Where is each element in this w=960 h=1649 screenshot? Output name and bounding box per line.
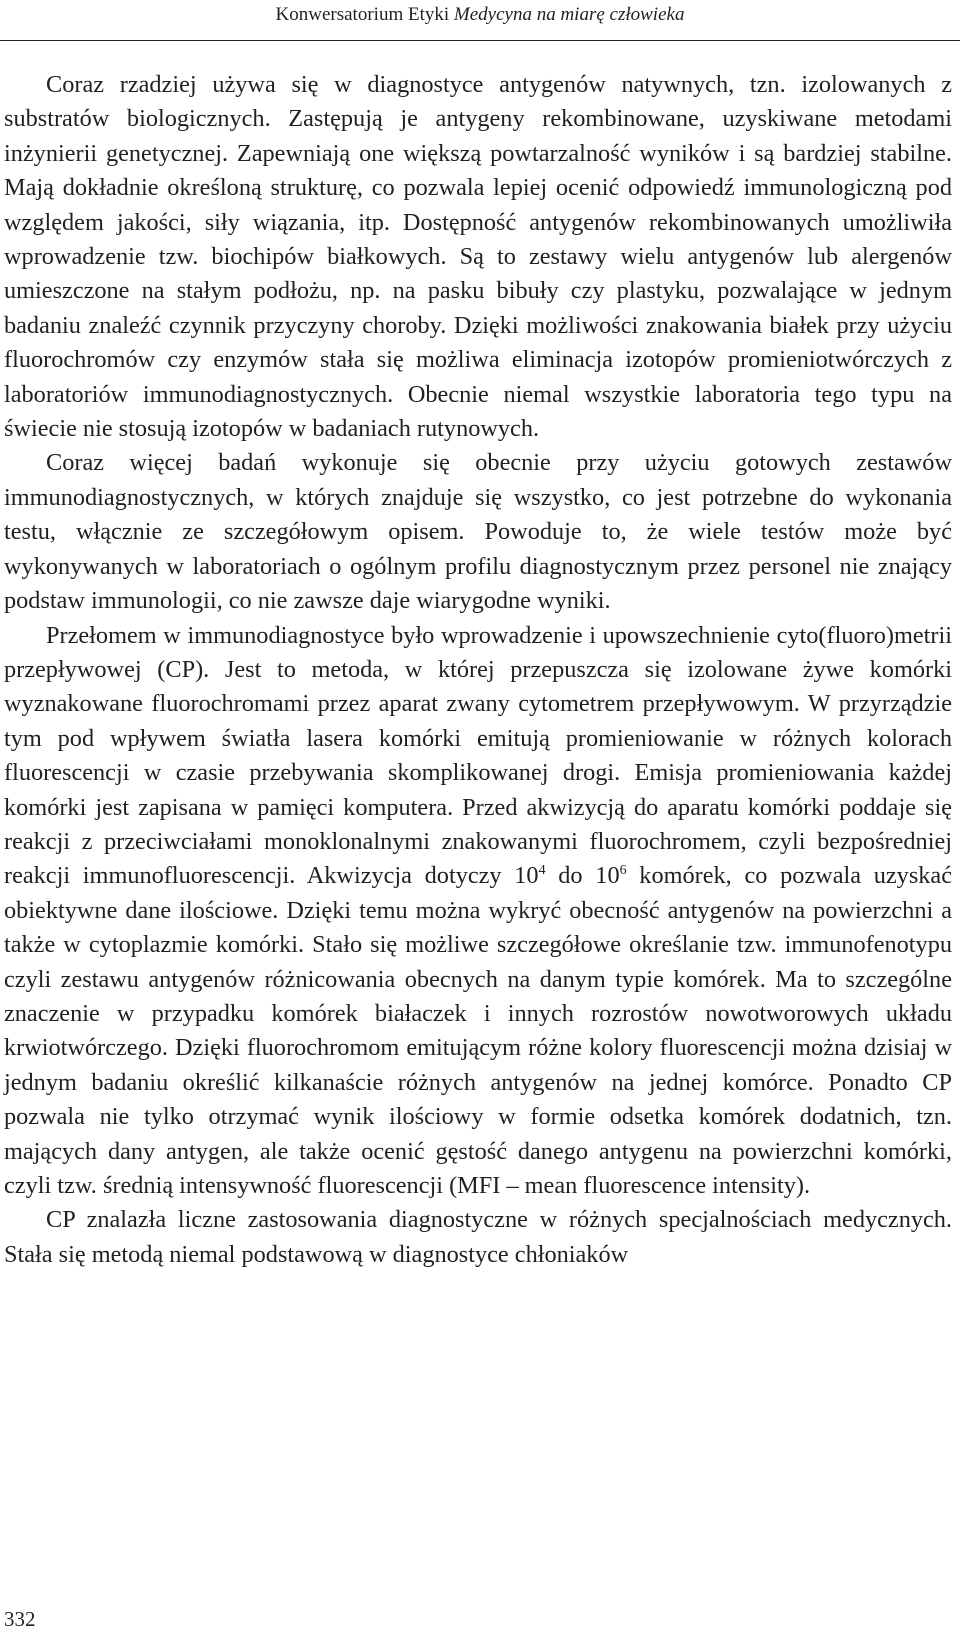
paragraph-flow-cytometry-part-c: komórek, co pozwala uzyskać obiektywne dane ilościowe. Dzięki temu można wykryć obecność antygenów na powierzchni a także w cytoplazmie komórki. Stało się możliwe szczegółowe określanie tzw. immunofenotypu czyli zestawu antygenów różnicowania obecnych na danym typie komórek. Ma to szczególne znaczenie w przypadku komórek białaczek i innych rozrostów nowotworowych układu krwiotwórczego. Dzięki fluorochromom emitującym różne kolory fluorescencji można dzisiaj w jednym badaniu określić kilkanaście różnych antygenów na jednej komórce. Ponadto CP pozwala nie tylko otrzymać wynik ilościowy w formie odsetka komórek dodatnich, tzn. mających dany antygen, ale także ocenić gęstość danego antygenu na powierzchni komórki, czyli tzw. średnią intensywność fluorescencji (MFI – mean fluorescence intensity). <box>4 862 952 1199</box>
header-rule <box>0 40 960 41</box>
paragraph-kits: Coraz więcej badań wykonuje się obecnie przy użyciu gotowych zestawów immunodiagnostycznych, w których znajduje się wszystko, co jest potrzebne do wykonania testu, włącznie ze szczegółowym opisem. Powoduje to, że wiele testów może być wykonywanych w laboratoriach o ogólnym profilu diagnostycznym przez personel nie znający podstaw immunologii, co nie zawsze daje wiarygodne wyniki. <box>4 449 952 615</box>
superscript-exponent: 4 <box>538 863 546 879</box>
paragraph-flow-cytometry-part-b: do 10 <box>545 862 620 890</box>
paragraph-applications: CP znalazła liczne zastosowania diagnostyczne w różnych specjalnościach medycznych. Stała się metodą niemal podstawową w diagnostyce chłoniaków <box>4 1206 952 1268</box>
page-number: 332 <box>4 1607 36 1631</box>
body-text <box>4 68 952 1272</box>
superscript-exponent: 6 <box>619 863 627 879</box>
paragraph-flow-cytometry-part-a: Przełomem w immunodiagnostyce było wprowadzenie i upowszechnienie cyto(fluoro)metrii przepływowej (CP). Jest to metoda, w której przepuszcza się izolowane żywe komórki wyznakowane fluorochromami przez aparat zwany cytometrem przepływowym. W przyrządzie tym pod wpływem światła lasera komórki emitują promieniowanie w różnych kolorach fluorescencji w czasie przebywania skomplikowanej drogi. Emisja promieniowania każdej komórki jest zapisana w pamięci komputera. Przed akwizycją do aparatu komórki poddaje się reakcji z przeciwciałami monoklonalnymi znakowanymi fluorochromem, czyli bezpośredniej reakcji immunofluorescencji. Akwizycja dotyczy 10 <box>4 621 952 890</box>
running-header-series: Konwersatorium Etyki <box>275 4 454 25</box>
paragraph-flow-cytometry <box>4 619 952 1204</box>
paragraph-antigens: Coraz rzadziej używa się w diagnostyce antygenów natywnych, tzn. izolowanych z substratów biologicznych. Zastępują je antygeny rekombinowane, uzyskiwane metodami inżynierii genetycznej. Zapewniają one większą powtarzalność wyników i są bardziej stabilne. Mają dokładnie określoną strukturę, co pozwala lepiej ocenić odpowiedź immunologiczną pod względem jakości, siły wiązania, itp. Dostępność antygenów rekombinowanych umożliwiła wprowadzenie tzw. biochipów białkowych. Są to zestawy wielu antygenów lub alergenów umieszczone na stałym podłożu, np. na pasku bibuły czy plastyku, pozwalające w jednym badaniu znaleźć czynnik przyczyny choroby. Dzięki możliwości znakowania białek przy użyciu fluorochromów czy enzymów stała się możliwa eliminacja izotopów promieniotwórczych z laboratoriów immunodiagnostycznych. Obecnie niemal wszystkie laboratoria tego typu na świecie nie stosują izotopów w badaniach rutynowych. <box>4 71 952 443</box>
running-header <box>0 4 960 26</box>
running-header-title: Medycyna na miarę człowieka <box>453 4 685 25</box>
